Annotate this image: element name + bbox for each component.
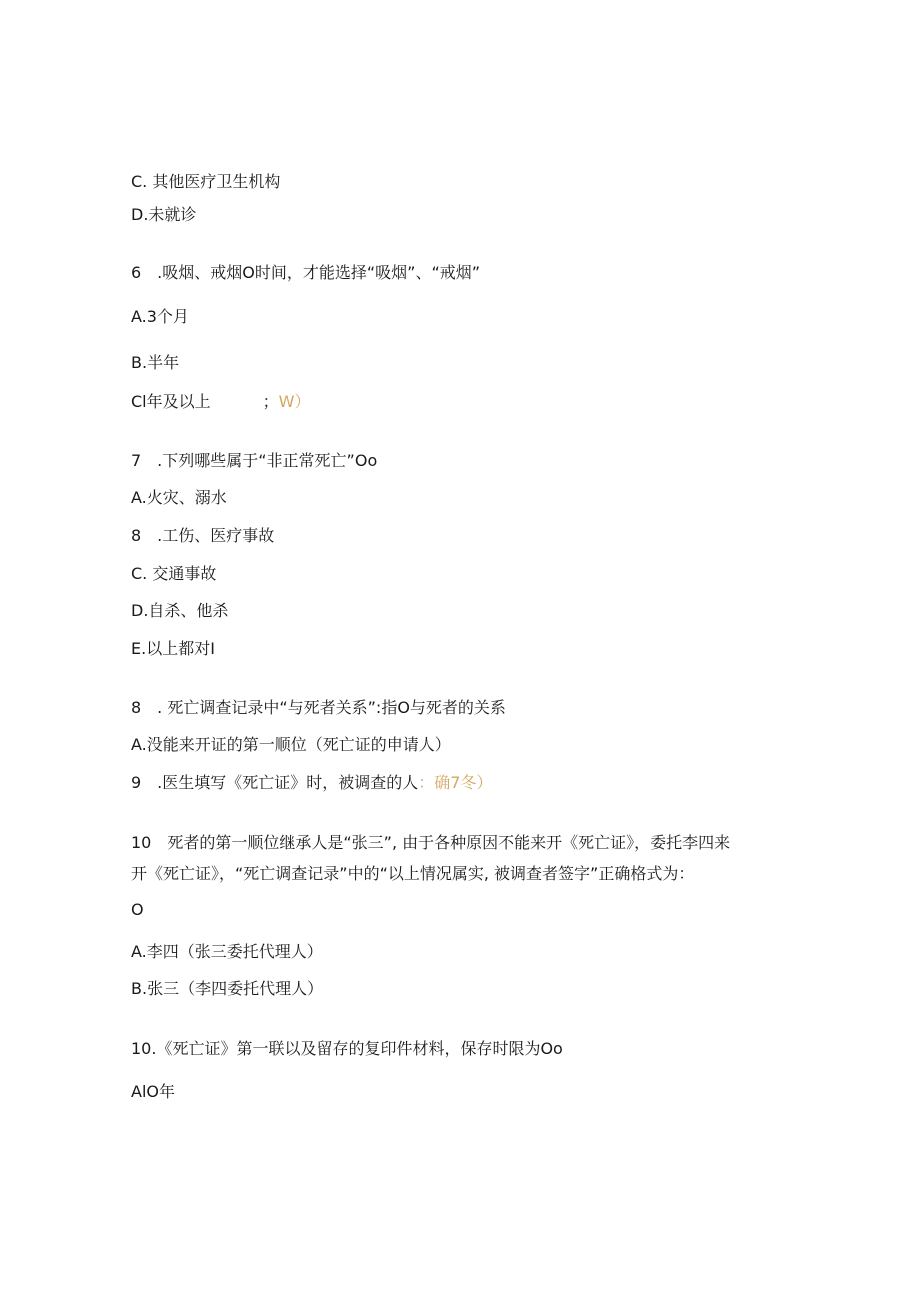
question-11: 10.《死亡证》第一联以及留存的复印件材料，保存时限为Oo — [131, 1039, 563, 1058]
question-6-option-c-text: Cl年及以上 — [131, 392, 211, 411]
question-6-option-c — [131, 392, 310, 412]
question-7-option-c: C. 交通事故 — [131, 564, 217, 583]
question-6-option-c-mark: ； — [262, 392, 279, 411]
question-8-option-a: A.没能来开证的第一顺位（死亡证的申请人） — [131, 735, 451, 754]
question-9-faded-text: ：确7冬） — [418, 773, 493, 792]
question-6: 6 .吸烟、戒烟O时间，才能选择“吸烟”、“戒烟” — [131, 263, 481, 282]
question-7-option-e: E.以上都对I — [131, 639, 215, 658]
question-10-option-b: B.张三（李四委托代理人） — [131, 979, 324, 998]
question-7: 7 .下列哪些属于“非正常死亡”Oo — [131, 451, 378, 470]
option-c-other-institution: C. 其他医疗卫生机构 — [131, 172, 281, 191]
question-10-line-2: 开《死亡证》，“死亡调查记录”中的“以上情况属实, 被调查者签字”正确格式为： — [131, 864, 695, 883]
question-10-line-3: O — [131, 900, 144, 919]
question-10-line-1: 10 死者的第一顺位继承人是“张三”, 由于各种原因不能来开《死亡证》，委托李四来 — [131, 833, 731, 852]
option-d-no-visit: D.未就诊 — [131, 205, 197, 224]
question-9-text: 9 .医生填写《死亡证》时，被调查的人 — [131, 773, 419, 792]
question-7-option-d: D.自杀、他杀 — [131, 601, 229, 620]
question-6-option-c-faded-text: W） — [278, 392, 311, 411]
question-7-option-a: A.火灾、溺水 — [131, 488, 227, 507]
question-6-option-a: A.3个月 — [131, 307, 189, 326]
question-11-option-a: AlO年 — [131, 1082, 175, 1101]
question-7-option-b: 8 .工伤、医疗事故 — [131, 526, 275, 545]
question-6-option-b: B.半年 — [131, 353, 180, 372]
question-8: 8 . 死亡调查记录中“与死者关系”:指O与死者的关系 — [131, 698, 506, 717]
question-9 — [131, 773, 492, 793]
question-10-option-a: A.李四（张三委托代理人） — [131, 942, 323, 961]
